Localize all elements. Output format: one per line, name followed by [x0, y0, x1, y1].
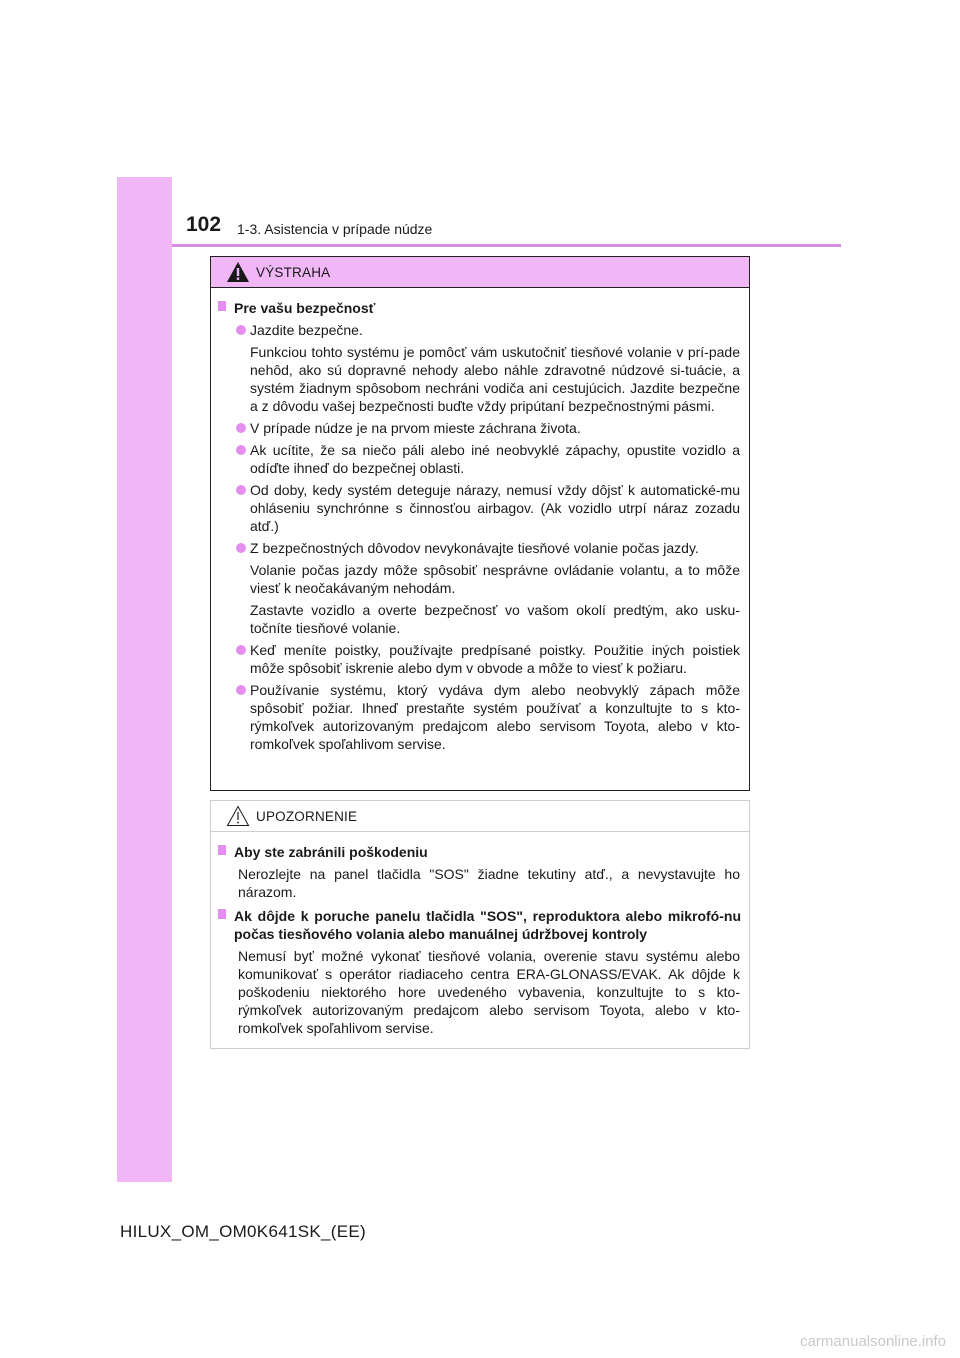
chapter-tab-bar: [117, 177, 172, 1182]
caution-box-header: [211, 801, 749, 832]
warning-box: [210, 256, 750, 791]
round-bullet-icon: [236, 445, 246, 455]
round-bullet-icon: [236, 485, 246, 495]
list-item: Používanie systému, ktorý vydáva dym alebo neobvyklý zápach môže spôsobiť požiar. Ihneď prestaňte systém používať a konzultujte to s kto-rýmkoľvek autorizovaným predajcom alebo servisom Toyota, alebo v kto-romkoľvek spoľahlivom servise.: [218, 681, 741, 753]
round-bullet-icon: [236, 685, 246, 695]
round-bullet-icon: [236, 325, 246, 335]
caution-heading: Ak dôjde k poruche panelu tlačidla "SOS", reproduktora alebo mikrofó-nu počas tiesňového volania alebo manuálnej údržbovej kontroly: [218, 907, 741, 943]
round-bullet-icon: [236, 543, 246, 553]
list-item: Jazdite bezpečne.: [218, 321, 741, 339]
caution-box-body: [211, 832, 749, 1037]
watermark: carmanualsonline.info: [800, 1333, 946, 1350]
warning-heading: Pre vašu bezpečnosť: [218, 299, 741, 317]
paragraph: Funkciou tohto systému je pomôcť vám uskutočniť tiesňové volanie v prí-pade nehôd, ako sú dopravné nehody alebo náhle zdravotné núdzové si-tuácie, a systém žiadnym spôsobom nechráni vodiča ani cestujúcich. Jazdite bezpečne a z dôvodu vašej bezpečnosti buďte vždy pripútaní bezpečnostnými pásmi.: [250, 344, 740, 414]
square-bullet-icon: [218, 301, 226, 311]
square-bullet-icon: [218, 845, 226, 855]
square-bullet-icon: [218, 909, 226, 919]
caution-triangle-icon: [226, 805, 250, 827]
caution-heading: Aby ste zabránili poškodeniu: [218, 843, 741, 861]
paragraph: Nerozlejte na panel tlačidla "SOS" žiadne tekutiny atď., a nevystavujte ho nárazom.: [238, 866, 740, 900]
page-number: 102: [186, 213, 222, 236]
section-title: 1-3. Asistencia v prípade núdze: [237, 221, 433, 237]
paragraph: Zastavte vozidlo a overte bezpečnosť vo vašom okolí predtým, ako usku-točníte tiesňové volanie.: [250, 602, 740, 636]
list-item: V prípade núdze je na prvom mieste záchrana života.: [218, 419, 741, 437]
list-item: Keď meníte poistky, používajte predpísané poistky. Použitie iných poistiek môže spôsobiť iskrenie alebo dym v obvode a môže to viesť k požiaru.: [218, 641, 741, 677]
list-item: Od doby, kedy systém deteguje nárazy, nemusí vždy dôjsť k automatické-mu ohláseniu synchrónne s činnosťou airbagov. (Ak vozidlo utrpí náraz zozadu atď.): [218, 481, 741, 535]
list-item: Z bezpečnostných dôvodov nevykonávajte tiesňové volanie počas jazdy.: [218, 539, 741, 557]
list-item: Ak ucítite, že sa niečo páli alebo iné neobvyklé zápachy, opustite vozidlo a odíďte ihneď do bezpečnej oblasti.: [218, 441, 741, 477]
warning-box-body: [211, 288, 749, 753]
paragraph: Volanie počas jazdy môže spôsobiť nesprávne ovládanie volantu, a to môže viesť k neočakávaným nehodám.: [250, 562, 740, 596]
header-rule: [172, 244, 841, 247]
caution-box: [210, 800, 750, 1049]
document-code: HILUX_OM_OM0K641SK_(EE): [120, 1222, 366, 1241]
warning-title: VÝSTRAHA: [256, 265, 331, 280]
round-bullet-icon: [236, 423, 246, 433]
warning-triangle-icon: [226, 261, 250, 283]
paragraph: Nemusí byť možné vykonať tiesňové volania, overenie stavu systému alebo komunikovať s operátor riadiaceho centra ERA-GLONASS/EVAK. Ak dôjde k poškodeniu niektorého hore uvedeného vybavenia, konzultujte to s kto-rýmkoľvek autorizovaným predajcom alebo servisom Toyota, alebo v kto-romkoľvek spoľahlivom servise.: [238, 948, 740, 1036]
warning-box-header: [211, 257, 749, 288]
round-bullet-icon: [236, 645, 246, 655]
caution-title: UPOZORNENIE: [256, 809, 358, 824]
